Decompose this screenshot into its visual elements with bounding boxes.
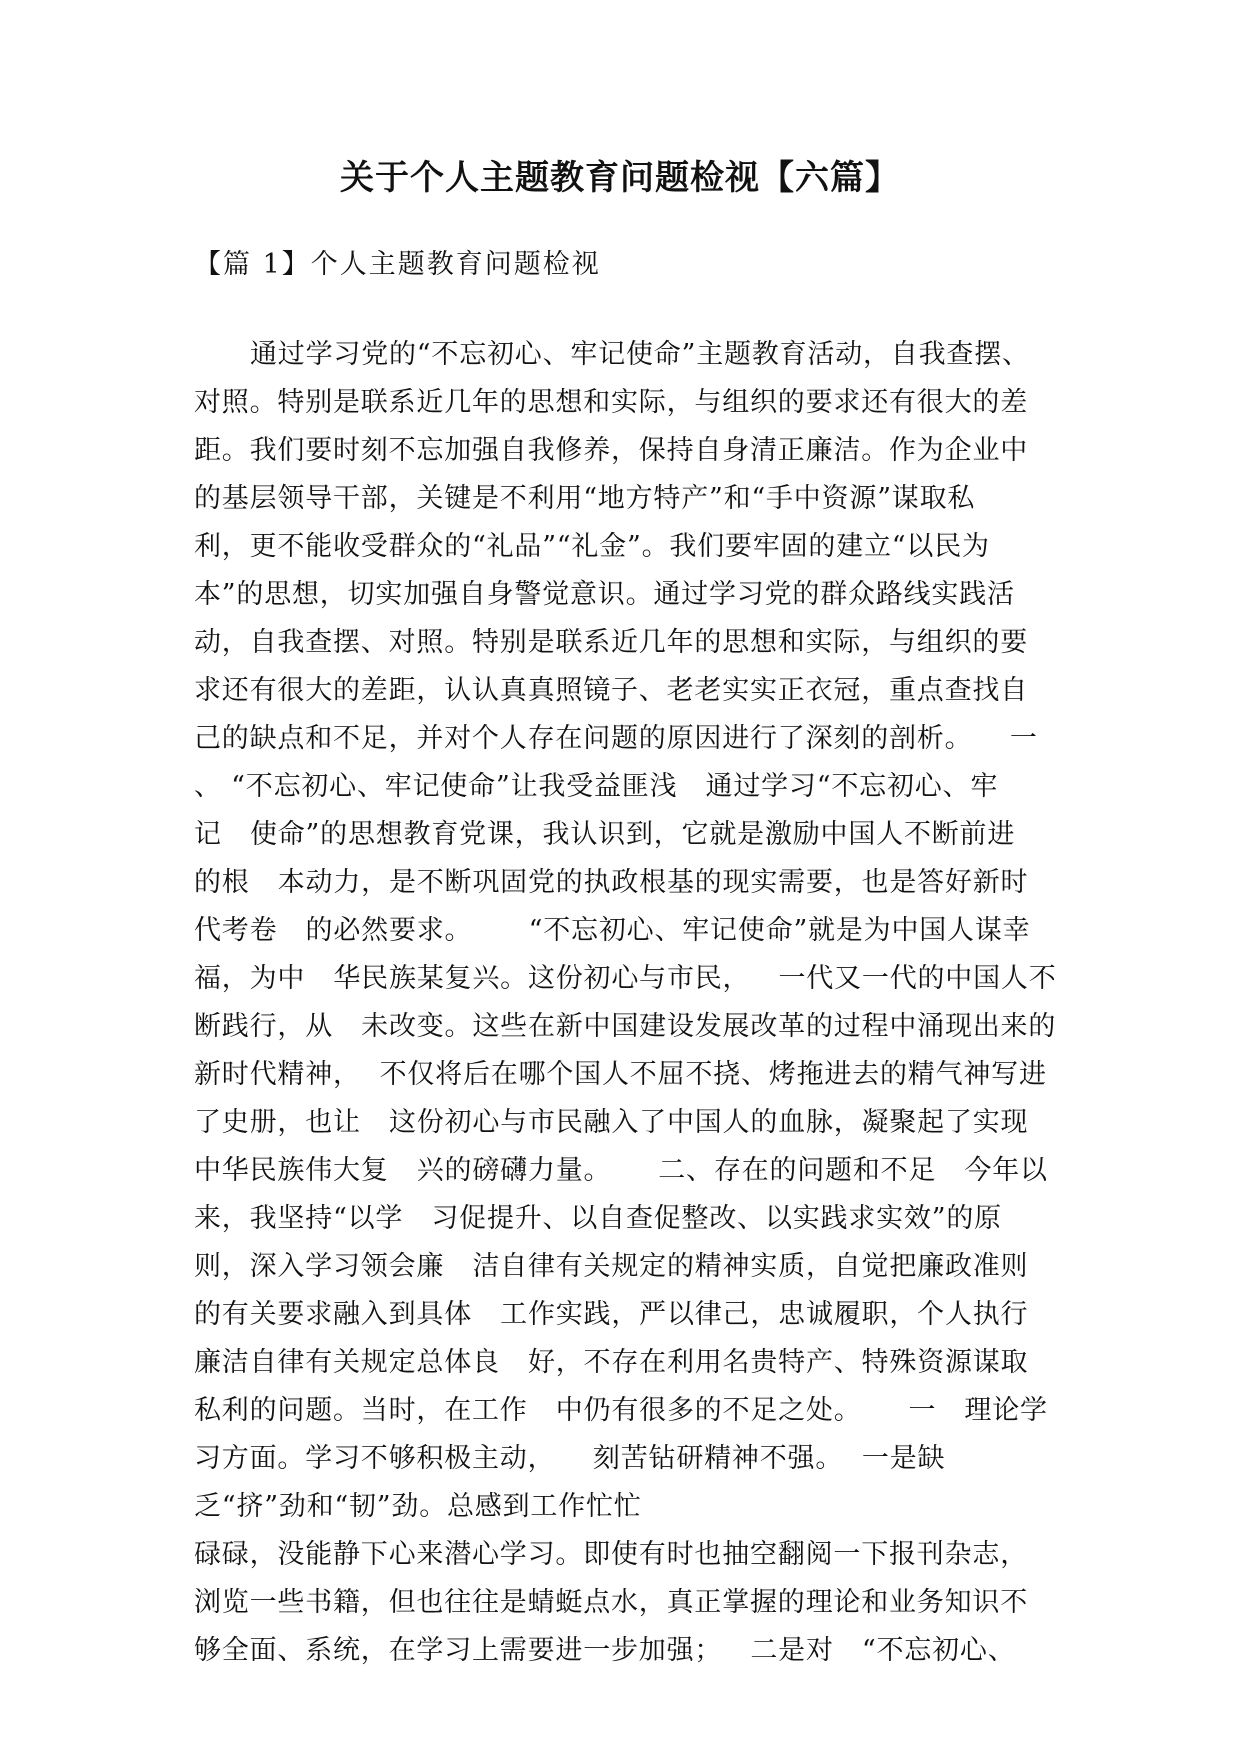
body-line: 则，深入学习领会廉 洁自律有关规定的精神实质，自觉把廉政准则 (194, 1251, 1029, 1282)
body-line: 距。我们要时刻不忘加强自我修养，保持自身清正廉洁。作为企业中 (194, 435, 1028, 466)
section-heading: 【篇 1】个人主题教育问题检视 (194, 249, 601, 280)
body-line: 本”的思想，切实加强自身警觉意识。通过学习党的群众路线实践活 (194, 579, 1015, 610)
body-line: 了史册，也让 这份初心与市民融入了中国人的血脉，凝聚起了实现 (194, 1107, 1029, 1138)
body-line: 的根 本动力，是不断巩固党的执政根基的现实需要，也是答好新时 (194, 867, 1029, 898)
body-line: 利，更不能收受群众的“礼品”“礼金”。我们要牢固的建立“以民为 (194, 531, 990, 562)
body-line: 乏“挤”劲和“韧”劲。总感到工作忙忙 (194, 1491, 642, 1522)
body-line: 动，自我查摆、对照。特别是联系近几年的思想和实际，与组织的要 (194, 627, 1028, 658)
body-line: 记 使命”的思想教育党课，我认识到，它就是激励中国人不断前进 (194, 819, 1016, 850)
body-line: 、 “不忘初心、牢记使命”让我受益匪浅 通过学习“不忘初心、牢 (194, 771, 999, 802)
body-line: 廉洁自律有关规定总体良 好，不存在利用名贵特产、特殊资源谋取 (194, 1347, 1029, 1378)
document-title: 关于个人主题教育问题检视【六篇】 (340, 158, 900, 198)
body-line: 习方面。学习不够积极主动， 刻苦钻研精神不强。 一是缺 (194, 1443, 946, 1474)
body-line: 碌碌，没能静下心来潜心学习。即使有时也抽空翻阅一下报刊杂志， (194, 1539, 1028, 1570)
body-line: 够全面、系统，在学习上需要进一步加强； 二是对 “不忘初心、 (194, 1635, 1016, 1666)
body-line: 中华民族伟大复 兴的磅礴力量。 二、存在的问题和不足 今年以 (194, 1155, 1048, 1186)
section-body (194, 331, 1074, 1675)
body-line: 私利的问题。当时，在工作 中仍有很多的不足之处。 一 理论学 (194, 1395, 1048, 1426)
body-line: 的基层领导干部，关键是不利用“地方特产”和“手中资源”谋取私 (194, 483, 976, 514)
body-line: 新时代精神， 不仅将后在哪个国人不屈不挠、烤拖进去的精气神写进 (194, 1059, 1047, 1090)
body-line: 福，为中 华民族某复兴。这份初心与市民， 一代又一代的中国人不 (194, 963, 1057, 994)
body-line: 的有关要求融入到具体 工作实践，严以律己，忠诚履职，个人执行 (194, 1299, 1029, 1330)
body-line: 来，我坚持“以学 习促提升、以自查促整改、以实践求实效”的原 (194, 1203, 1002, 1234)
body-line: 己的缺点和不足，并对个人存在问题的原因进行了深刻的剖析。 一 (194, 723, 1038, 754)
body-line: 断践行，从 未改变。这些在新中国建设发展改革的过程中涌现出来的 (194, 1011, 1057, 1042)
body-line: 通过学习党的“不忘初心、牢记使命”主题教育活动，自我查摆、 (250, 339, 1030, 370)
body-line: 代考卷 的必然要求。 “不忘初心、牢记使命”就是为中国人谋幸 (194, 915, 1031, 946)
body-line: 对照。特别是联系近几年的思想和实际，与组织的要求还有很大的差 (194, 387, 1028, 418)
body-line: 浏览一些书籍，但也往往是蜻蜓点水，真正掌握的理论和业务知识不 (194, 1587, 1028, 1618)
body-line: 求还有很大的差距，认认真真照镜子、老老实实正衣冠，重点查找自 (194, 675, 1028, 706)
